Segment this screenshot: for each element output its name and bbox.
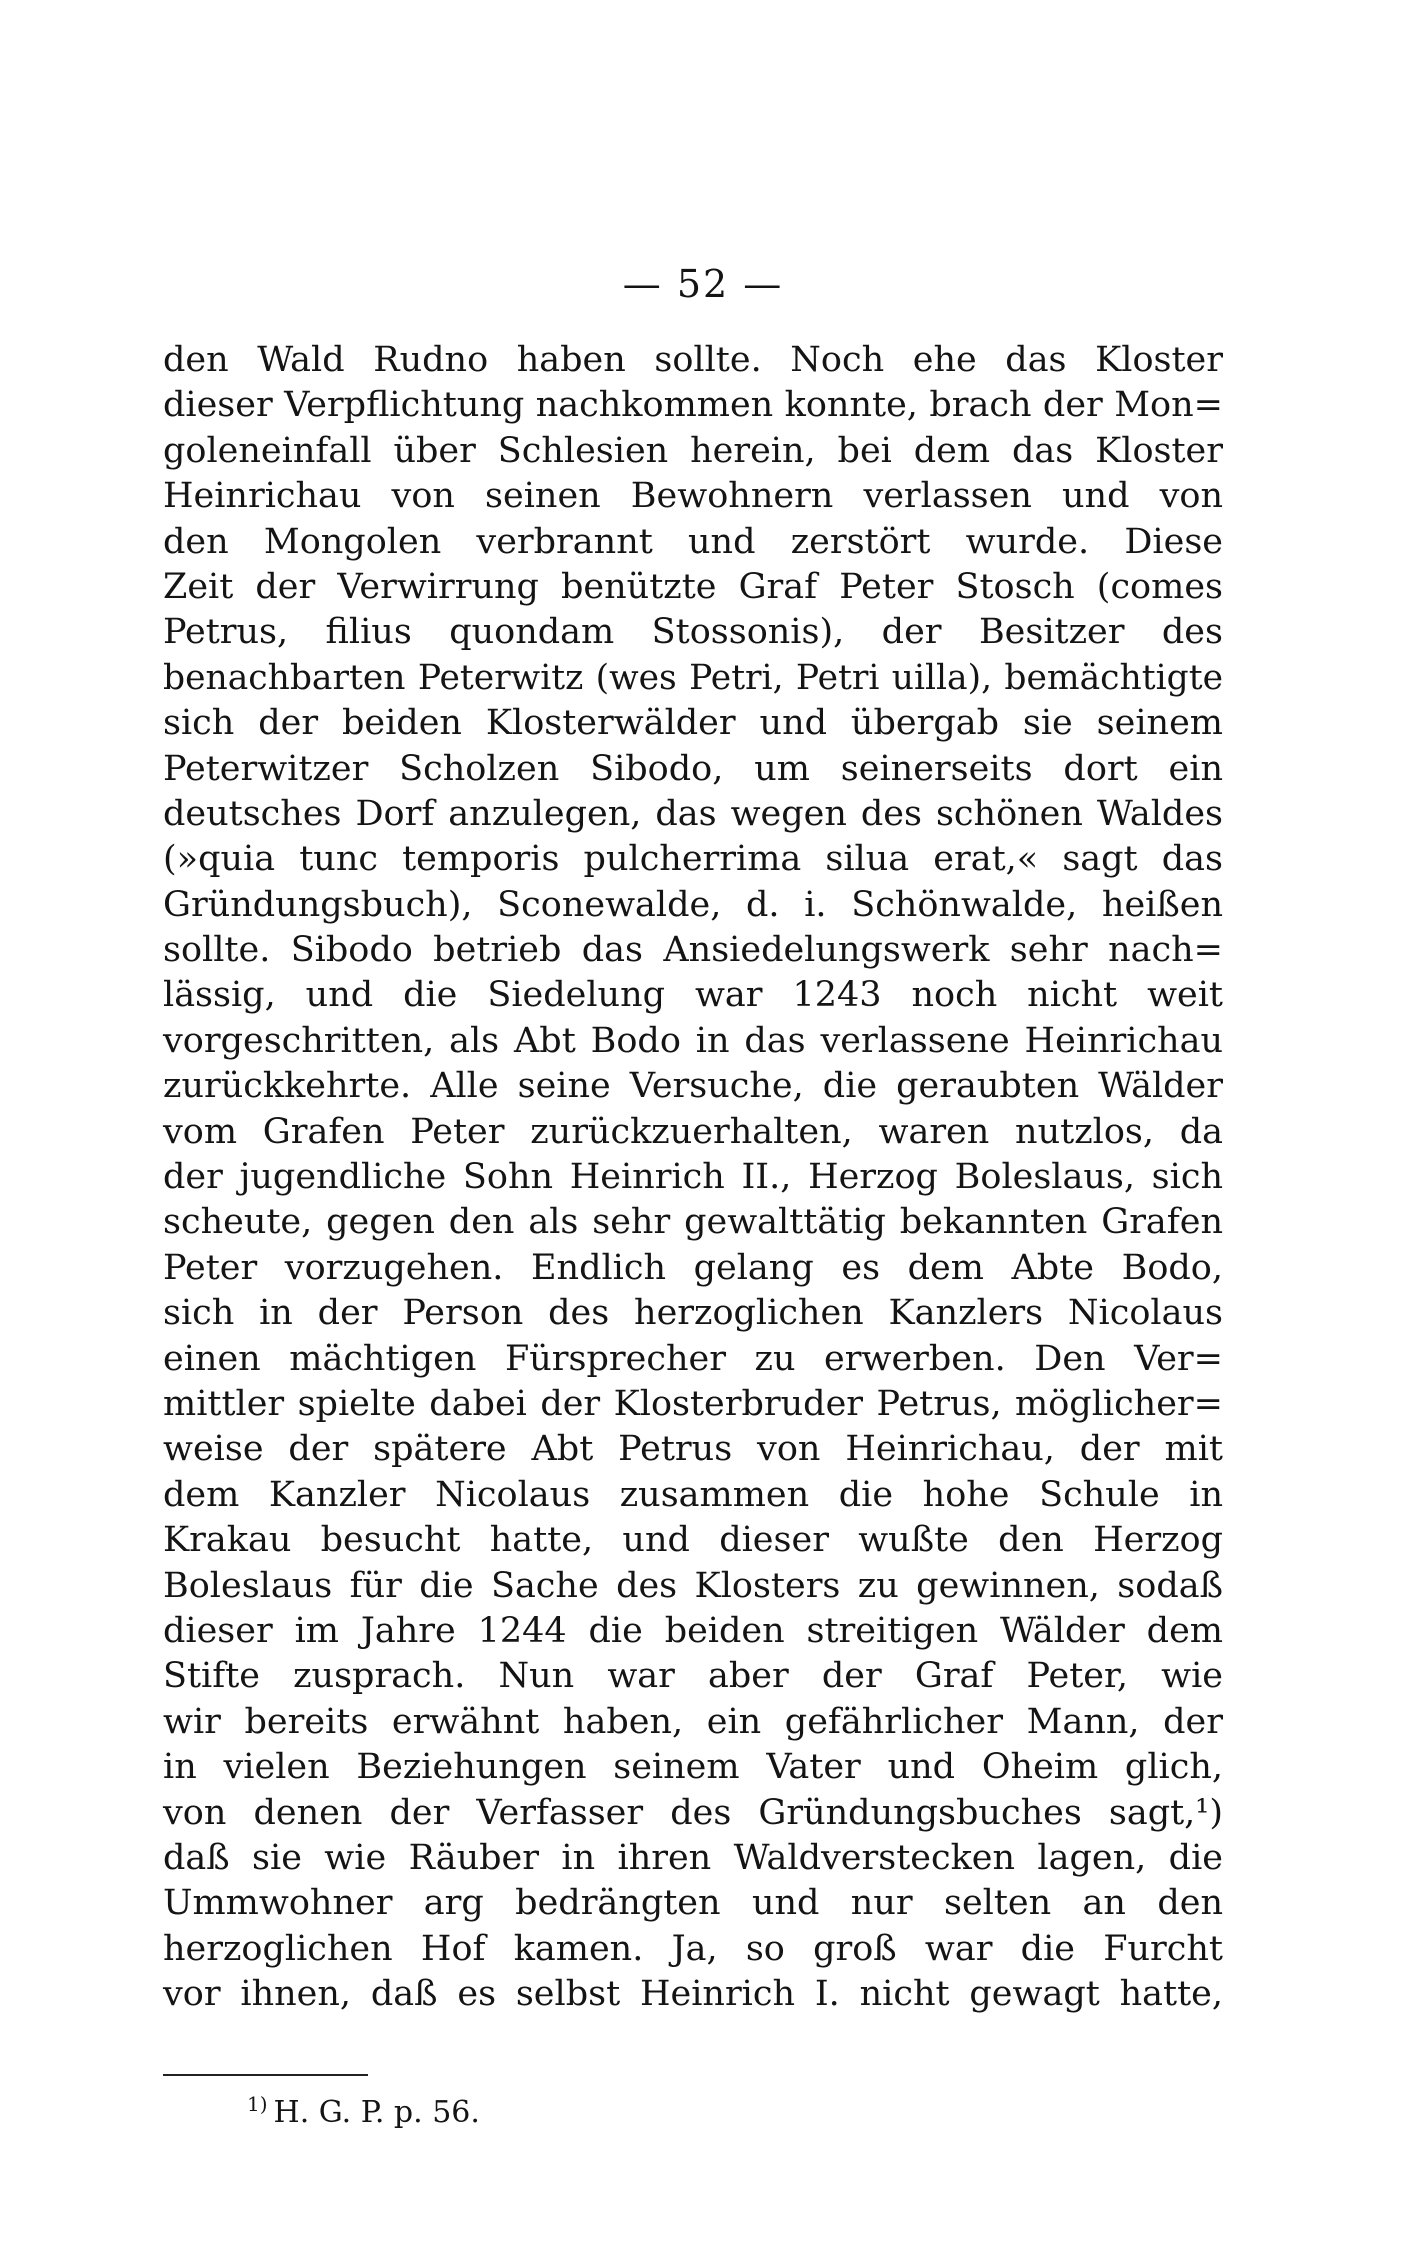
text-line: vorgeschritten, als Abt Bodo in das verlassene Heinrichau xyxy=(163,1020,1223,1061)
text-line: benachbarten Peterwitz (wes Petri, Petri uilla), bemächtigte xyxy=(163,657,1223,698)
text-line: sich der beiden Klosterwälder und übergab sie seinem xyxy=(163,703,1223,744)
text-line: in vielen Beziehungen seinem Vater und Oheim glich, xyxy=(163,1747,1223,1788)
text-line: daß sie wie Räuber in ihren Waldverstecken lagen, die xyxy=(163,1837,1223,1878)
text-line: von denen der Verfasser des Gründungsbuches sagt,¹) xyxy=(163,1792,1223,1833)
text-line: zurückkehrte. Alle seine Versuche, die geraubten Wälder xyxy=(163,1066,1223,1107)
text-line: mittler spielte dabei der Klosterbruder Petrus, möglicher= xyxy=(163,1383,1223,1424)
text-line: Peter vorzugehen. Endlich gelang es dem Abte Bodo, xyxy=(163,1247,1223,1288)
text-line: Gründungsbuch), Sconewalde, d. i. Schönwalde, heißen xyxy=(163,884,1223,925)
text-line: dieser Verpflichtung nachkommen konnte, brach der Mon= xyxy=(163,385,1223,426)
text-line: (»quia tunc temporis pulcherrima silua erat,« sagt das xyxy=(163,839,1223,880)
text-line: herzoglichen Hof kamen. Ja, so groß war die Furcht xyxy=(163,1928,1223,1969)
text-line: scheute, gegen den als sehr gewalttätig bekannten Grafen xyxy=(163,1202,1223,1243)
text-line: dieser im Jahre 1244 die beiden streitigen Wälder dem xyxy=(163,1610,1223,1651)
text-line: Peterwitzer Scholzen Sibodo, um seinerseits dort ein xyxy=(163,748,1223,789)
text-line: sollte. Sibodo betrieb das Ansiedelungswerk sehr nach= xyxy=(163,930,1223,971)
footnote-text: H. G. P. p. 56. xyxy=(273,2095,480,2130)
footnote xyxy=(247,2093,480,2133)
text-line: deutsches Dorf anzulegen, das wegen des schönen Waldes xyxy=(163,793,1223,834)
text-line: Stifte zusprach. Nun war aber der Graf Peter, wie xyxy=(163,1656,1223,1697)
text-line: Krakau besucht hatte, und dieser wußte den Herzog xyxy=(163,1520,1223,1561)
text-line: Heinrichau von seinen Bewohnern verlassen und von xyxy=(163,476,1223,517)
text-line: einen mächtigen Fürsprecher zu erwerben. Den Ver= xyxy=(163,1338,1223,1379)
body-text xyxy=(163,338,1223,2017)
text-line: den Wald Rudno haben sollte. Noch ehe das Kloster xyxy=(163,340,1223,380)
text-line: der jugendliche Sohn Heinrich II., Herzog Boleslaus, sich xyxy=(163,1157,1223,1198)
text-line: Zeit der Verwirrung benützte Graf Peter Stosch (comes xyxy=(163,566,1223,607)
text-line: Boleslaus für die Sache des Klosters zu gewinnen, sodaß xyxy=(163,1565,1223,1606)
text-line: vom Grafen Peter zurückzuerhalten, waren nutzlos, da xyxy=(163,1111,1223,1152)
text-line: den Mongolen verbrannt und zerstört wurde. Diese xyxy=(163,521,1223,562)
text-line: Petrus, filius quondam Stossonis), der Besitzer des xyxy=(163,612,1223,653)
text-line: dem Kanzler Nicolaus zusammen die hohe Schule in xyxy=(163,1474,1223,1515)
page-number: — 52 — xyxy=(622,262,784,306)
text-line: goleneinfall über Schlesien herein, bei dem das Kloster xyxy=(163,430,1223,471)
footnote-divider xyxy=(163,2074,368,2076)
footnote-marker: 1) xyxy=(247,2092,268,2116)
text-line: wir bereits erwähnt haben, ein gefährlicher Mann, der xyxy=(163,1701,1223,1742)
text-line: weise der spätere Abt Petrus von Heinrichau, der mit xyxy=(163,1429,1223,1470)
text-line: vor ihnen, daß es selbst Heinrich I. nicht gewagt hatte, xyxy=(163,1974,1223,2015)
text-line: Ummwohner arg bedrängten und nur selten an den xyxy=(163,1883,1223,1924)
text-line: sich in der Person des herzoglichen Kanzlers Nicolaus xyxy=(163,1293,1223,1334)
text-line: lässig, und die Siedelung war 1243 noch nicht weit xyxy=(163,975,1223,1016)
